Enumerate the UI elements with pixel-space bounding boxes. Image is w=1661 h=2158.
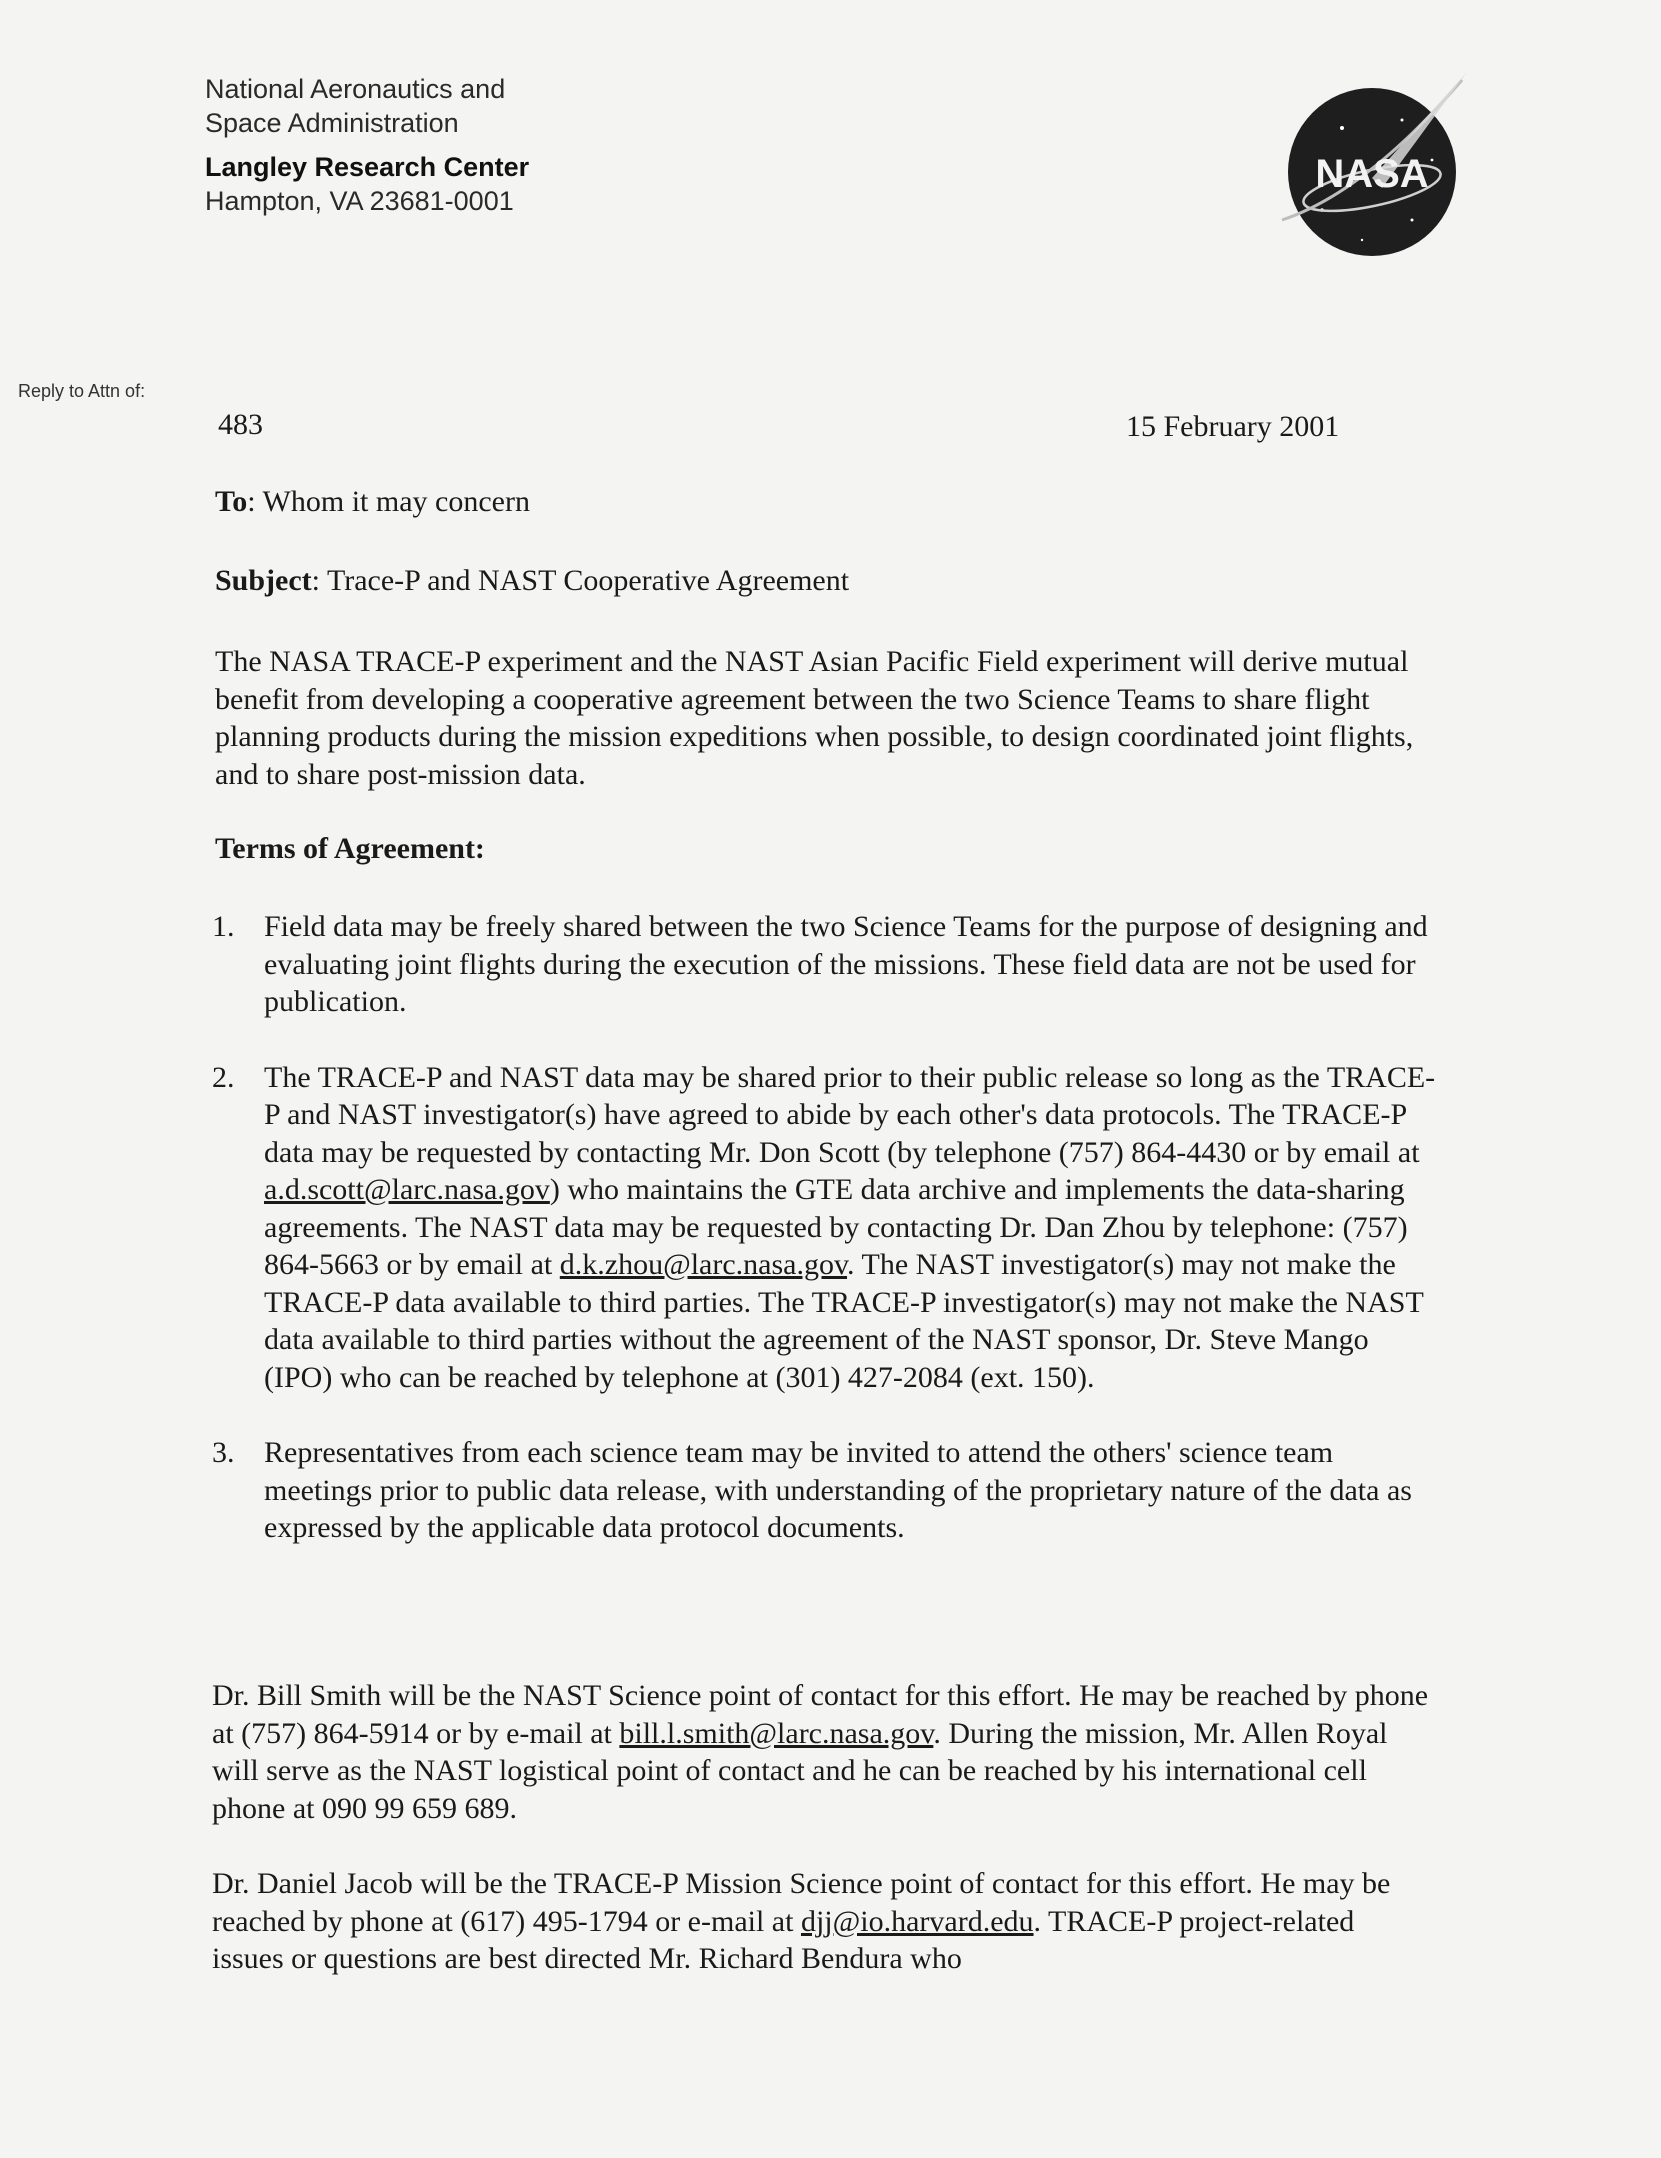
- email-link-smith[interactable]: bill.l.smith@larc.nasa.gov: [619, 1716, 934, 1750]
- term-text: Field data may be freely shared between the two Science Teams for the purpose of designing and evaluating joint flights during the execution of the missions. These field data are not be used for publication.: [264, 910, 1428, 1018]
- term-item-1: [212, 908, 1442, 1021]
- to-text: : Whom it may concern: [247, 485, 530, 518]
- recipient-line: [215, 483, 1435, 521]
- letterhead: [205, 72, 529, 218]
- agency-name-line1: National Aeronautics and: [205, 74, 506, 104]
- smith-text-part2: . During the mission, Mr. Allen Royal will serve as the NAST logistical point of contact and he can be reached by his international cell phone at 090 99 659 689.: [212, 1716, 1388, 1825]
- center-address: Hampton, VA 23681-0001: [205, 186, 514, 216]
- email-link-scott[interactable]: a.d.scott@larc.nasa.gov: [264, 1173, 550, 1206]
- subject-text: : Trace-P and NAST Cooperative Agreement: [311, 564, 850, 597]
- term-item-2: [212, 1059, 1442, 1397]
- nasa-meatball-logo: [1262, 70, 1482, 270]
- jacob-text-part1: Dr. Daniel Jacob will be the TRACE-P Mission Science point of contact for this effort. He may be reached by phone at (617) 495-1794 or e-mail at: [212, 1867, 1391, 1938]
- to-label: To: [215, 485, 248, 518]
- letter-date: 15 February 2001: [1126, 410, 1340, 443]
- term-number: 3.: [212, 1436, 235, 1469]
- jacob-contact-paragraph: [212, 1865, 1432, 1978]
- reply-to-label: Reply to Attn of:: [18, 381, 146, 401]
- agency-name-line2: Space Administration: [205, 108, 459, 138]
- term-text-part2: ) who maintains the GTE data archive and implements the data-sharing agreements. The NAST data may be requested by contacting Dr. Dan Zhou by telephone: (757) 864-5663 or by email at: [264, 1173, 1408, 1281]
- term-number: 1.: [212, 910, 235, 943]
- smith-text-part1: Dr. Bill Smith will be the NAST Science point of contact for this effort. He may be reached by phone at (757) 864-5914 or by e-mail at: [212, 1679, 1429, 1750]
- subject-label: Subject: [215, 564, 312, 597]
- smith-contact-paragraph: [212, 1677, 1432, 1827]
- term-text-part1: The TRACE-P and NAST data may be shared prior to their public release so long as the TRACE-P and NAST investigator(s) have agreed to abide by each other's data protocols. The TRACE-P data may be requested by contacting Mr. Don Scott (by telephone (757) 864-4430 or by email at: [264, 1060, 1436, 1169]
- reference-number: 483: [218, 408, 263, 441]
- nasa-logo-text: NASA: [1315, 152, 1429, 196]
- terms-heading: Terms of Agreement:: [215, 832, 485, 865]
- subject-line: [215, 562, 1435, 600]
- research-center-name: Langley Research Center: [205, 152, 530, 182]
- term-text: Representatives from each science team may be invited to attend the others' science team meetings prior to public data release, with understanding of the proprietary nature of the data as expressed by the applicable data protocol documents.: [264, 1436, 1412, 1544]
- email-link-zhou[interactable]: d.k.zhou@larc.nasa.gov: [559, 1248, 848, 1281]
- term-text-part3: . The NAST investigator(s) may not make the TRACE-P data available to third parties. The TRACE-P investigator(s) may not make the NAST data available to third parties without the agreement of the NAST sponsor, Dr. Steve Mango (IPO) who can be reached by telephone at (301) 427-2084 (ext. 150).: [264, 1248, 1424, 1394]
- email-link-jacob[interactable]: djj@io.harvard.edu: [800, 1904, 1034, 1938]
- intro-paragraph: The NASA TRACE-P experiment and the NAST Asian Pacific Field experiment will derive mutual benefit from developing a cooperative agreement between the two Science Teams to share flight planning products during the mission expeditions when possible, to design coordinated joint flights, and to share post-mission data.: [215, 645, 1414, 791]
- term-item-3: [212, 1434, 1442, 1547]
- jacob-text-part2: . TRACE-P project-related issues or questions are best directed Mr. Richard Bendura who: [212, 1904, 1355, 1975]
- term-number: 2.: [212, 1060, 235, 1094]
- terms-list: [212, 908, 1442, 1585]
